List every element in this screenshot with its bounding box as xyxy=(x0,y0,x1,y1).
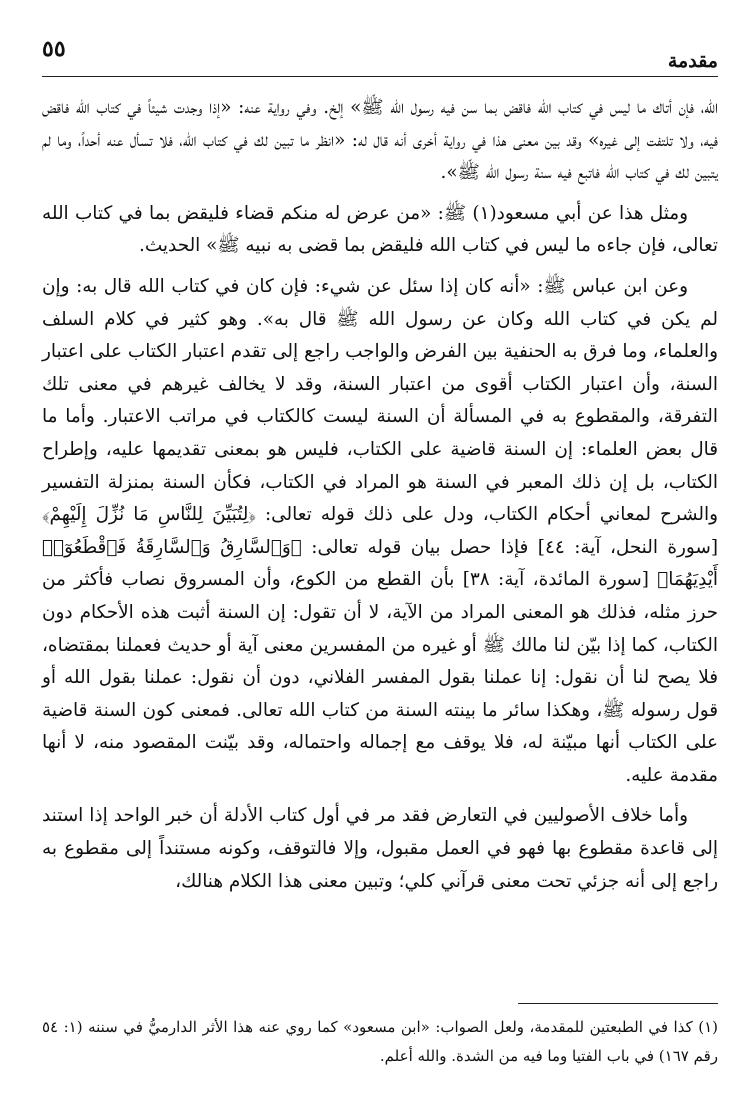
page-number: ٥٥ xyxy=(42,36,66,62)
footnote-text: (١) كذا في الطبعتين للمقدمة، ولعل الصواب: «ابن مسعود» كما روي عنه هذا الأثر الدارميُّ في سننه (١: ٥٤ رقم ١٦٧) في باب الفتيا وما فيه من الشدة. والله أعلم. xyxy=(42,1018,718,1065)
paragraph: وأما خلاف الأصوليين في التعارض فقد مر في أول كتاب الأدلة أن خبر الواحد إذا استند إلى قاعدة مقطوع بها فهو في العمل مقبول، وإلا فالتوقف، وكونه مستنداً إلى مقطوع به راجع إلى أنه جزئي تحت معنى قرآني كلي؛ وتبين معنى هذا الكلام هنالك، xyxy=(42,805,718,892)
footnote-separator xyxy=(518,1003,718,1004)
paragraph: ومثل هذا عن أبي مسعود(١) ﷺ: «من عرض له منكم قضاء فليقض بما في كتاب الله تعالى، فإن جاءه ما ليس في كتاب الله فليقض بما قضى به نبيه ﷺ» الحديث. xyxy=(42,202,718,257)
page-header xyxy=(42,36,718,77)
running-title: مقدمة xyxy=(667,50,718,72)
footnote xyxy=(42,1013,718,1071)
paragraph: الله، فإن أتاك ما ليس في كتاب الله فاقض بما سن فيه رسول الله ﷺ» إلخ. وفي رواية عنه: «إذا وجدت شيئاً في كتاب الله فاقض فيه، ولا تلتفت إلى غيره» وقد بين معنى هذا في رواية أخرى أنه قال له: «انظر ما تبين لك في كتاب الله، فلا تسأل عنه أحداً، وما لم يتبين لك في كتاب الله فاتبع فيه سنة رسول الله ﷺ». xyxy=(42,97,718,184)
paragraph: وعن ابن عباس ﷺ: «أنه كان إذا سئل عن شيء: فإن كان في كتاب الله قال به: وإن لم يكن في كتاب الله وكان عن رسول الله ﷺ قال به». وهو كثير في كلام السلف والعلماء، وما فرق به الحنفية بين الفرض والواجب راجع إلى تقدم اعتبار الكتاب على اعتبار السنة، وأن اعتبار الكتاب أقوى من اعتبار السنة، وقد لا يخالف غيرهم في معنى تلك التفرقة، والمقطوع به في المسألة أن السنة ليست كالكتاب في مراتب الاعتبار. وأما ما قال بعض العلماء: إن السنة قاضية على الكتاب، فليس هو بمعنى تقديمها عليه، وإطراح الكتاب، بل إن ذلك المعبر في السنة هو المراد في الكتاب، فكأن السنة بمنزلة التفسير والشرح لمعاني أحكام الكتاب، ودل على ذلك قوله تعالى: ﴿لِتُبَيِّنَ لِلنَّاسِ مَا نُزِّلَ إِلَيْهِمْ﴾ [سورة النحل، آية: ٤٤] فإذا حصل بيان قوله تعالى: ﴿وَٱلسَّارِقُ وَٱلسَّارِقَةُ فَٱقْطَعُوٓا۟ أَيْدِيَهُمَا﴾ [سورة المائدة، آية: ٣٨] بأن القطع من الكوع، وأن المسروق نصاب فأكثر من حرز مثله، فذلك هو المعنى المراد من الآية، لا أن تقول: إن السنة أثبت هذه الأحكام دون الكتاب، كما إذا بيّن لنا مالك ﷺ أو غيره من المفسرين معنى آية أو حديث فعملنا بمقتضاه، فلا يصح لنا أن نقول: إنا عملنا بقول المفسر الفلاني، دون أن نقول: عملنا بقول الله أو قول رسوله ﷺ، وهكذا سائر ما بينته السنة من كتاب الله تعالى. فمعنى كون السنة قاضية على الكتاب أنها مبيّنة له، فلا يوقف مع إجماله واحتماله، وقد بيّنت المقصود منه، لا أنها مقدمة عليه. xyxy=(42,275,719,786)
body-text xyxy=(42,92,718,898)
